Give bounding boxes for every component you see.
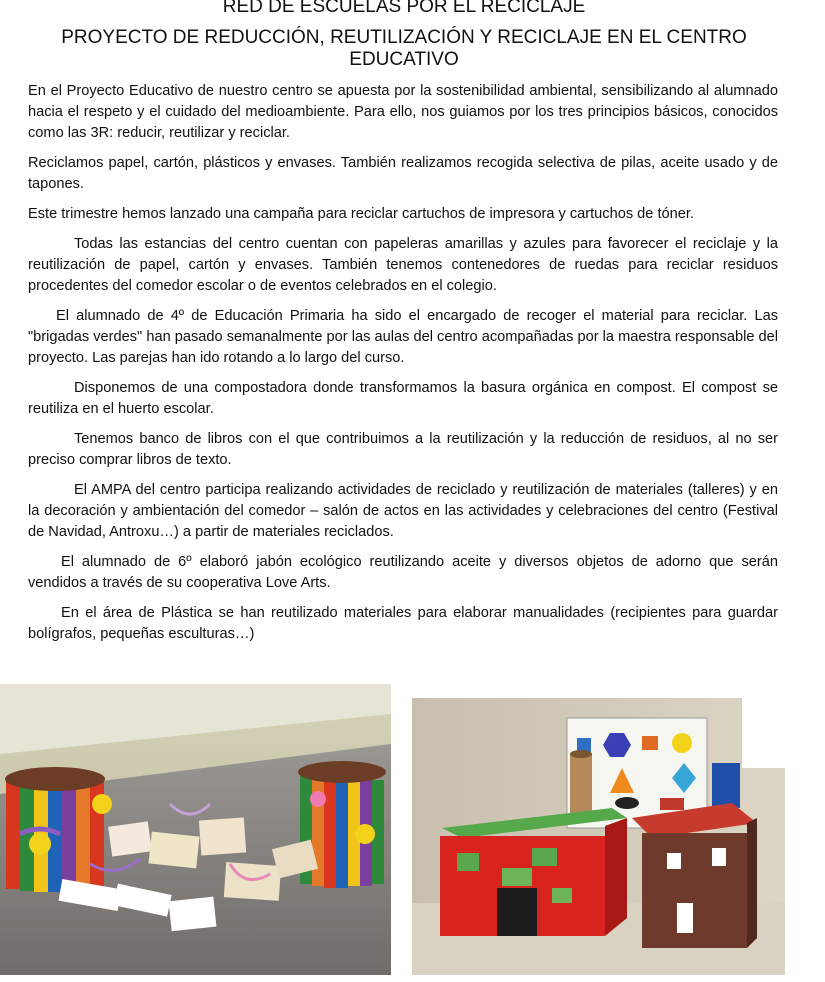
photo-crafts-soaps [0,684,391,975]
paragraph: En el Proyecto Educativo de nuestro centro se apuesta por la sostenibilidad ambiental, sensibilizando al alumnado hacia el respeto y el cuidado del medioambiente. Para ello, nos guiamos por los tres principios básicos, conocidos como las 3R: reducir, reutilizar y reciclar. [28,83,778,141]
document-subtitle: PROYECTO DE REDUCCIÓN, REUTILIZACIÓN Y RECICLAJE EN EL CENTRO EDUCATIVO [61,27,747,70]
paragraph: En el área de Plástica se han reutilizado materiales para elaborar manualidades (recipientes para guardar bolígrafos, pequeñas esculturas…) [28,605,778,642]
document-title: RED DE ESCUELAS POR EL RECICLAJE [222,0,586,17]
paragraph: Este trimestre hemos lanzado una campaña para reciclar cartuchos de impresora y cartuchos de tóner. [28,206,694,222]
paragraph: Disponemos de una compostadora donde transformamos la basura orgánica en compost. El compost se reutiliza en el huerto escolar. [28,380,778,417]
photo-recycled-houses-image [412,698,785,975]
paragraph: Todas las estancias del centro cuentan con papeleras amarillas y azules para favorecer el reciclaje y la reutilización de papel, cartón y envases. También tenemos contenedores de ruedas para reciclar residuos procedentes del comedor escolar o de eventos celebrados en el colegio. [28,236,778,294]
paragraph: Reciclamos papel, cartón, plásticos y envases. También realizamos recogida selectiva de pilas, aceite usado y de tapones. [28,155,778,192]
paragraph: El alumnado de 6º elaboró jabón ecológico reutilizando aceite y diversos objetos de adorno que serán vendidos a través de su cooperativa Love Arts. [28,554,778,591]
photo-crafts-soaps-image [0,684,391,975]
paragraph: Tenemos banco de libros con el que contribuimos a la reutilización y la reducción de residuos, al no ser preciso comprar libros de texto. [28,431,778,468]
paragraph: El AMPA del centro participa realizando actividades de reciclado y reutilización de materiales (talleres) y en la decoración y ambientación del comedor – salón de actos en las actividades y celebraciones del centro (Festival de Navidad, Antroxu…) a partir de materiales reciclados. [28,482,778,540]
photo-recycled-houses [412,698,785,975]
paragraph: El alumnado de 4º de Educación Primaria ha sido el encargado de recoger el material para reciclar. Las "brigadas verdes" han pasado semanalmente por las aulas del centro acompañadas por la maestra responsable del proyecto. Las parejas han ido rotando a lo largo del curso. [28,308,778,366]
document-body [28,81,778,654]
